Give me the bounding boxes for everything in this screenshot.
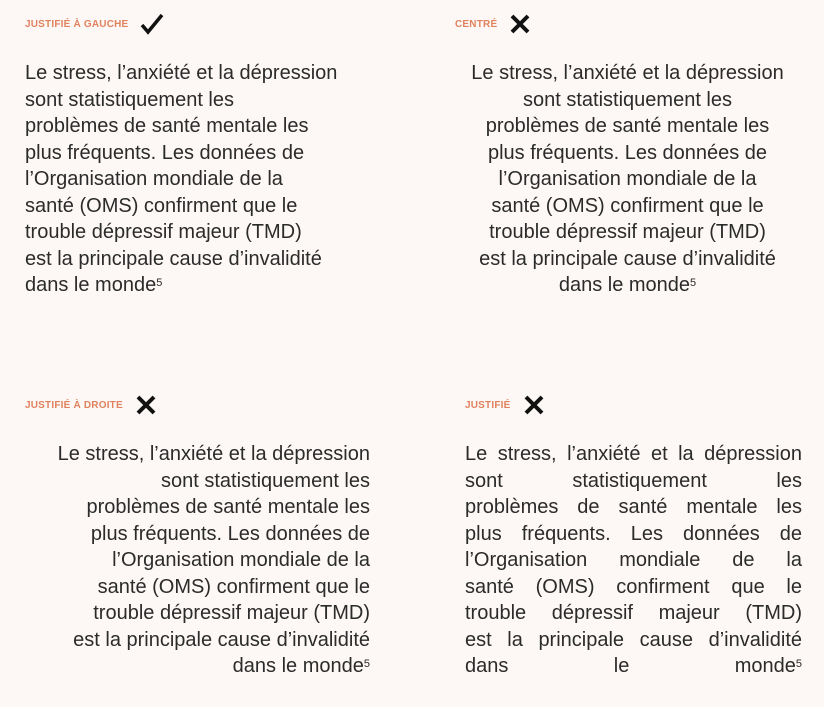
paragraph-line-text: dans le monde (465, 655, 796, 677)
paragraph-line: santé (OMS) confirment que le (97, 575, 370, 598)
paragraph-line: trouble dépressif majeur (TMD) (25, 221, 302, 243)
paragraph-line: sont statistiquement les (465, 469, 802, 492)
paragraph-line: trouble dépressif majeur (TMD) (489, 221, 766, 243)
sample-paragraph (465, 441, 802, 680)
paragraph-line: problèmes de santé mentale les (465, 496, 802, 518)
paragraph-line: trouble dépressif majeur (TMD) (93, 602, 370, 624)
paragraph-line-last (25, 272, 370, 299)
paragraph-line: santé (OMS) confirment que le (25, 194, 298, 217)
paragraph-line: santé (OMS) confirment que le (491, 194, 764, 217)
x-icon (509, 13, 531, 35)
paragraph-line-text: dans le monde (558, 274, 691, 296)
paragraph-line-text: dans le monde (25, 274, 157, 296)
footnote-ref: 5 (795, 658, 802, 670)
paragraph-line: l’Organisation mondiale de la (498, 168, 757, 190)
panel-header (455, 10, 800, 38)
panel-label: JUSTIFIÉ À DROITE (25, 399, 123, 411)
paragraph-line: plus fréquents. Les données de (25, 141, 305, 164)
footnote-ref: 5 (363, 658, 370, 670)
paragraph-line: sont statistiquement les (523, 88, 732, 111)
paragraph-line: problèmes de santé mentale les (485, 115, 770, 137)
paragraph-line: l’Organisation mondiale de la (25, 168, 283, 190)
panel-label: JUSTIFIÉ À GAUCHE (25, 18, 129, 30)
footnote-ref: 5 (690, 277, 697, 289)
sample-paragraph (455, 60, 800, 299)
paragraph-line: sont statistiquement les (161, 469, 370, 492)
paragraph-line: Le stress, l’anxiété et la dépression (57, 443, 370, 465)
panel-left-aligned (25, 10, 370, 299)
paragraph-line: l’Organisation mondiale de la (112, 549, 370, 571)
paragraph-line: est la principale cause d’invalidité (479, 247, 776, 270)
paragraph-line: plus fréquents. Les données de (90, 522, 370, 545)
paragraph-line: est la principale cause d’invalidité (73, 628, 370, 651)
panel-header (25, 391, 370, 419)
paragraph-line: l’Organisation mondiale de la (465, 549, 802, 571)
paragraph-line: sont statistiquement les (25, 88, 234, 111)
paragraph-line-last (25, 653, 370, 680)
sample-paragraph (25, 441, 370, 680)
panel-centered (455, 10, 800, 299)
x-icon (135, 394, 157, 416)
paragraph-line: plus fréquents. Les données de (465, 522, 802, 545)
panel-label: CENTRÉ (455, 18, 498, 30)
paragraph-line: est la principale cause d’invalidité (25, 247, 322, 270)
paragraph-line-text: dans le monde (232, 655, 364, 677)
paragraph-line: Le stress, l’anxiété et la dépression (465, 443, 802, 465)
paragraph-line-last (455, 272, 800, 299)
paragraph-line: Le stress, l’anxiété et la dépression (471, 62, 784, 84)
sample-paragraph (25, 60, 370, 299)
footnote-ref: 5 (156, 277, 163, 289)
paragraph-line: problèmes de santé mentale les (25, 115, 309, 137)
paragraph-line: problèmes de santé mentale les (86, 496, 370, 518)
paragraph-line: plus fréquents. Les données de (487, 141, 768, 164)
panel-header (465, 391, 802, 419)
x-icon (523, 394, 545, 416)
paragraph-line: est la principale cause d’invalidité (465, 628, 802, 651)
paragraph-line: Le stress, l’anxiété et la dépression (25, 62, 338, 84)
paragraph-line: santé (OMS) confirment que le (465, 575, 802, 598)
panel-label: JUSTIFIÉ (465, 399, 511, 411)
panel-right-aligned (25, 391, 370, 680)
paragraph-line-last (465, 653, 802, 680)
panel-header (25, 10, 370, 38)
paragraph-line: trouble dépressif majeur (TMD) (465, 602, 802, 624)
check-icon (140, 12, 164, 36)
panel-justified (465, 391, 802, 680)
